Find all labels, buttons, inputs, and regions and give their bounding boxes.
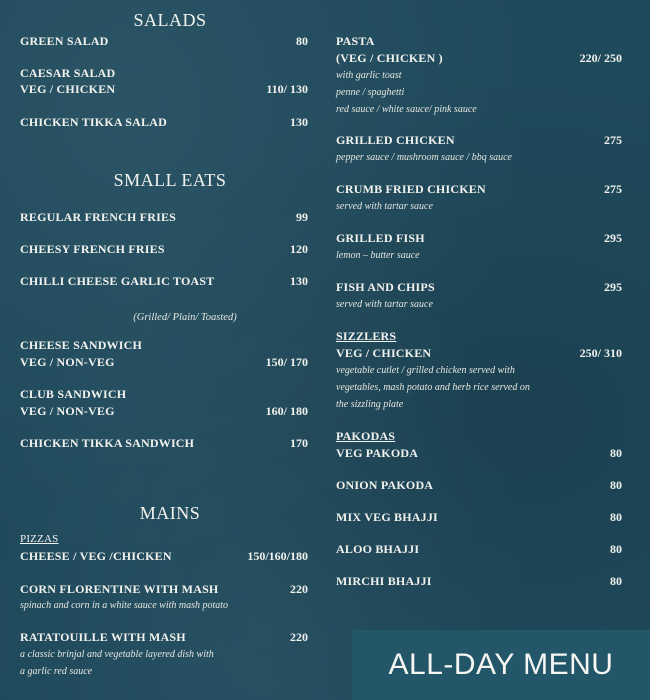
fish-and-chips-name: FISH AND CHIPS <box>336 280 435 294</box>
ratatouille-name: RATATOUILLE WITH MASH <box>20 630 186 644</box>
club-sandwich-name: CLUB SANDWICH <box>20 387 127 401</box>
caesar-salad-name: CAESAR SALAD <box>20 66 116 80</box>
corn-florentine-name: CORN FLORENTINE WITH MASH <box>20 582 219 596</box>
grilled-fish-price: 295 <box>604 231 622 245</box>
chicken-tikka-sandwich-price: 170 <box>290 436 308 450</box>
cheese-sandwich-name: CHEESE SANDWICH <box>20 338 143 352</box>
onion-pakoda-price: 80 <box>610 478 622 492</box>
small-eats-heading: SMALL EATS <box>113 170 227 190</box>
aloo-bhajji-name: ALOO BHAJJI <box>336 542 420 556</box>
menu-title: ALL-DAY MENU <box>388 648 614 681</box>
grilled-chicken-price: 275 <box>604 133 622 147</box>
regular-fries-price: 99 <box>296 210 308 224</box>
crumb-fried-chicken-name: CRUMB FRIED CHICKEN <box>336 182 486 196</box>
corn-florentine-price: 220 <box>290 582 308 596</box>
mains-heading: MAINS <box>139 503 201 523</box>
grilled-fish-name: GRILLED FISH <box>336 231 425 245</box>
cheese-sandwich-price: 150/ 170 <box>265 355 308 369</box>
cheesy-fries-price: 120 <box>290 242 308 256</box>
sandwich-style-note: (Grilled/ Plain/ Toasted) <box>133 312 237 323</box>
caesar-salad-variant: VEG / CHICKEN <box>20 82 116 96</box>
club-sandwich-price: 160/ 180 <box>265 404 308 418</box>
green-salad-price: 80 <box>296 34 308 48</box>
onion-pakoda-name: ONION PAKODA <box>336 478 434 492</box>
ratatouille-price: 220 <box>290 630 308 644</box>
sizzlers-price: 250/ 310 <box>579 346 622 360</box>
mirchi-bhajji-price: 80 <box>610 574 622 588</box>
pasta-variant: (VEG / CHICKEN ) <box>336 51 443 65</box>
cheesy-fries-name: CHEESY FRENCH FRIES <box>20 242 165 256</box>
crumb-fried-chicken-desc: served with tartar sauce <box>336 201 433 212</box>
club-sandwich-variant: VEG / NON-VEG <box>20 404 115 418</box>
sizzlers-desc-line3: the sizzling plate <box>336 399 404 410</box>
fish-and-chips-desc: served with tartar sauce <box>336 299 433 310</box>
green-salad-name: GREEN SALAD <box>20 34 109 48</box>
pasta-price: 220/ 250 <box>579 51 622 65</box>
sizzlers-desc-line1: vegetable cutlet / grilled chicken served with <box>336 365 515 376</box>
grilled-chicken-desc: pepper sauce / mushroom sauce / bbq sauce <box>336 152 512 163</box>
grilled-chicken-name: GRILLED CHICKEN <box>336 133 455 147</box>
ratatouille-desc-line2: a garlic red sauce <box>20 666 93 677</box>
ratatouille-desc-line1: a classic brinjal and vegetable layered dish with <box>20 649 214 660</box>
menu-title-box <box>352 630 650 700</box>
aloo-bhajji-price: 80 <box>610 542 622 556</box>
regular-fries-name: REGULAR FRENCH FRIES <box>20 210 177 224</box>
pasta-desc-line1: with garlic toast <box>336 70 402 81</box>
corn-florentine-desc: spinach and corn in a white sauce with mash potato <box>20 600 229 611</box>
chicken-tikka-sandwich-name: CHICKEN TIKKA SANDWICH <box>20 436 195 450</box>
chicken-tikka-salad-name: CHICKEN TIKKA SALAD <box>20 115 167 129</box>
grilled-fish-desc: lemon – butter sauce <box>336 250 420 261</box>
cheese-sandwich-variant: VEG / NON-VEG <box>20 355 115 369</box>
pasta-desc-line2: penne / spaghetti <box>336 87 405 98</box>
pakodas-label: PAKODAS <box>336 429 396 443</box>
caesar-salad-price: 110/ 130 <box>266 82 308 96</box>
pasta-name: PASTA <box>336 34 375 48</box>
chicken-tikka-salad-price: 130 <box>290 115 308 129</box>
veg-pakoda-name: VEG PAKODA <box>336 446 419 460</box>
salads-heading: SALADS <box>133 10 207 30</box>
sizzlers-variant: VEG / CHICKEN <box>336 346 432 360</box>
pizzas-label: PIZZAS <box>20 533 59 545</box>
mix-veg-bhajji-price: 80 <box>610 510 622 524</box>
garlic-toast-price: 130 <box>290 274 308 288</box>
fish-and-chips-price: 295 <box>604 280 622 294</box>
sizzlers-desc-line2: vegetables, mash potato and herb rice served on <box>336 382 530 393</box>
pasta-desc-line3: red sauce / white sauce/ pink sauce <box>336 104 477 115</box>
pizzas-name: CHEESE / VEG /CHICKEN <box>20 549 172 563</box>
veg-pakoda-price: 80 <box>610 446 622 460</box>
crumb-fried-chicken-price: 275 <box>604 182 622 196</box>
mirchi-bhajji-name: MIRCHI BHAJJI <box>336 574 432 588</box>
mix-veg-bhajji-name: MIX VEG BHAJJI <box>336 510 438 524</box>
pizzas-price: 150/160/180 <box>247 549 308 563</box>
garlic-toast-name: CHILLI CHEESE GARLIC TOAST <box>20 274 215 288</box>
sizzlers-label: SIZZLERS <box>336 329 397 343</box>
